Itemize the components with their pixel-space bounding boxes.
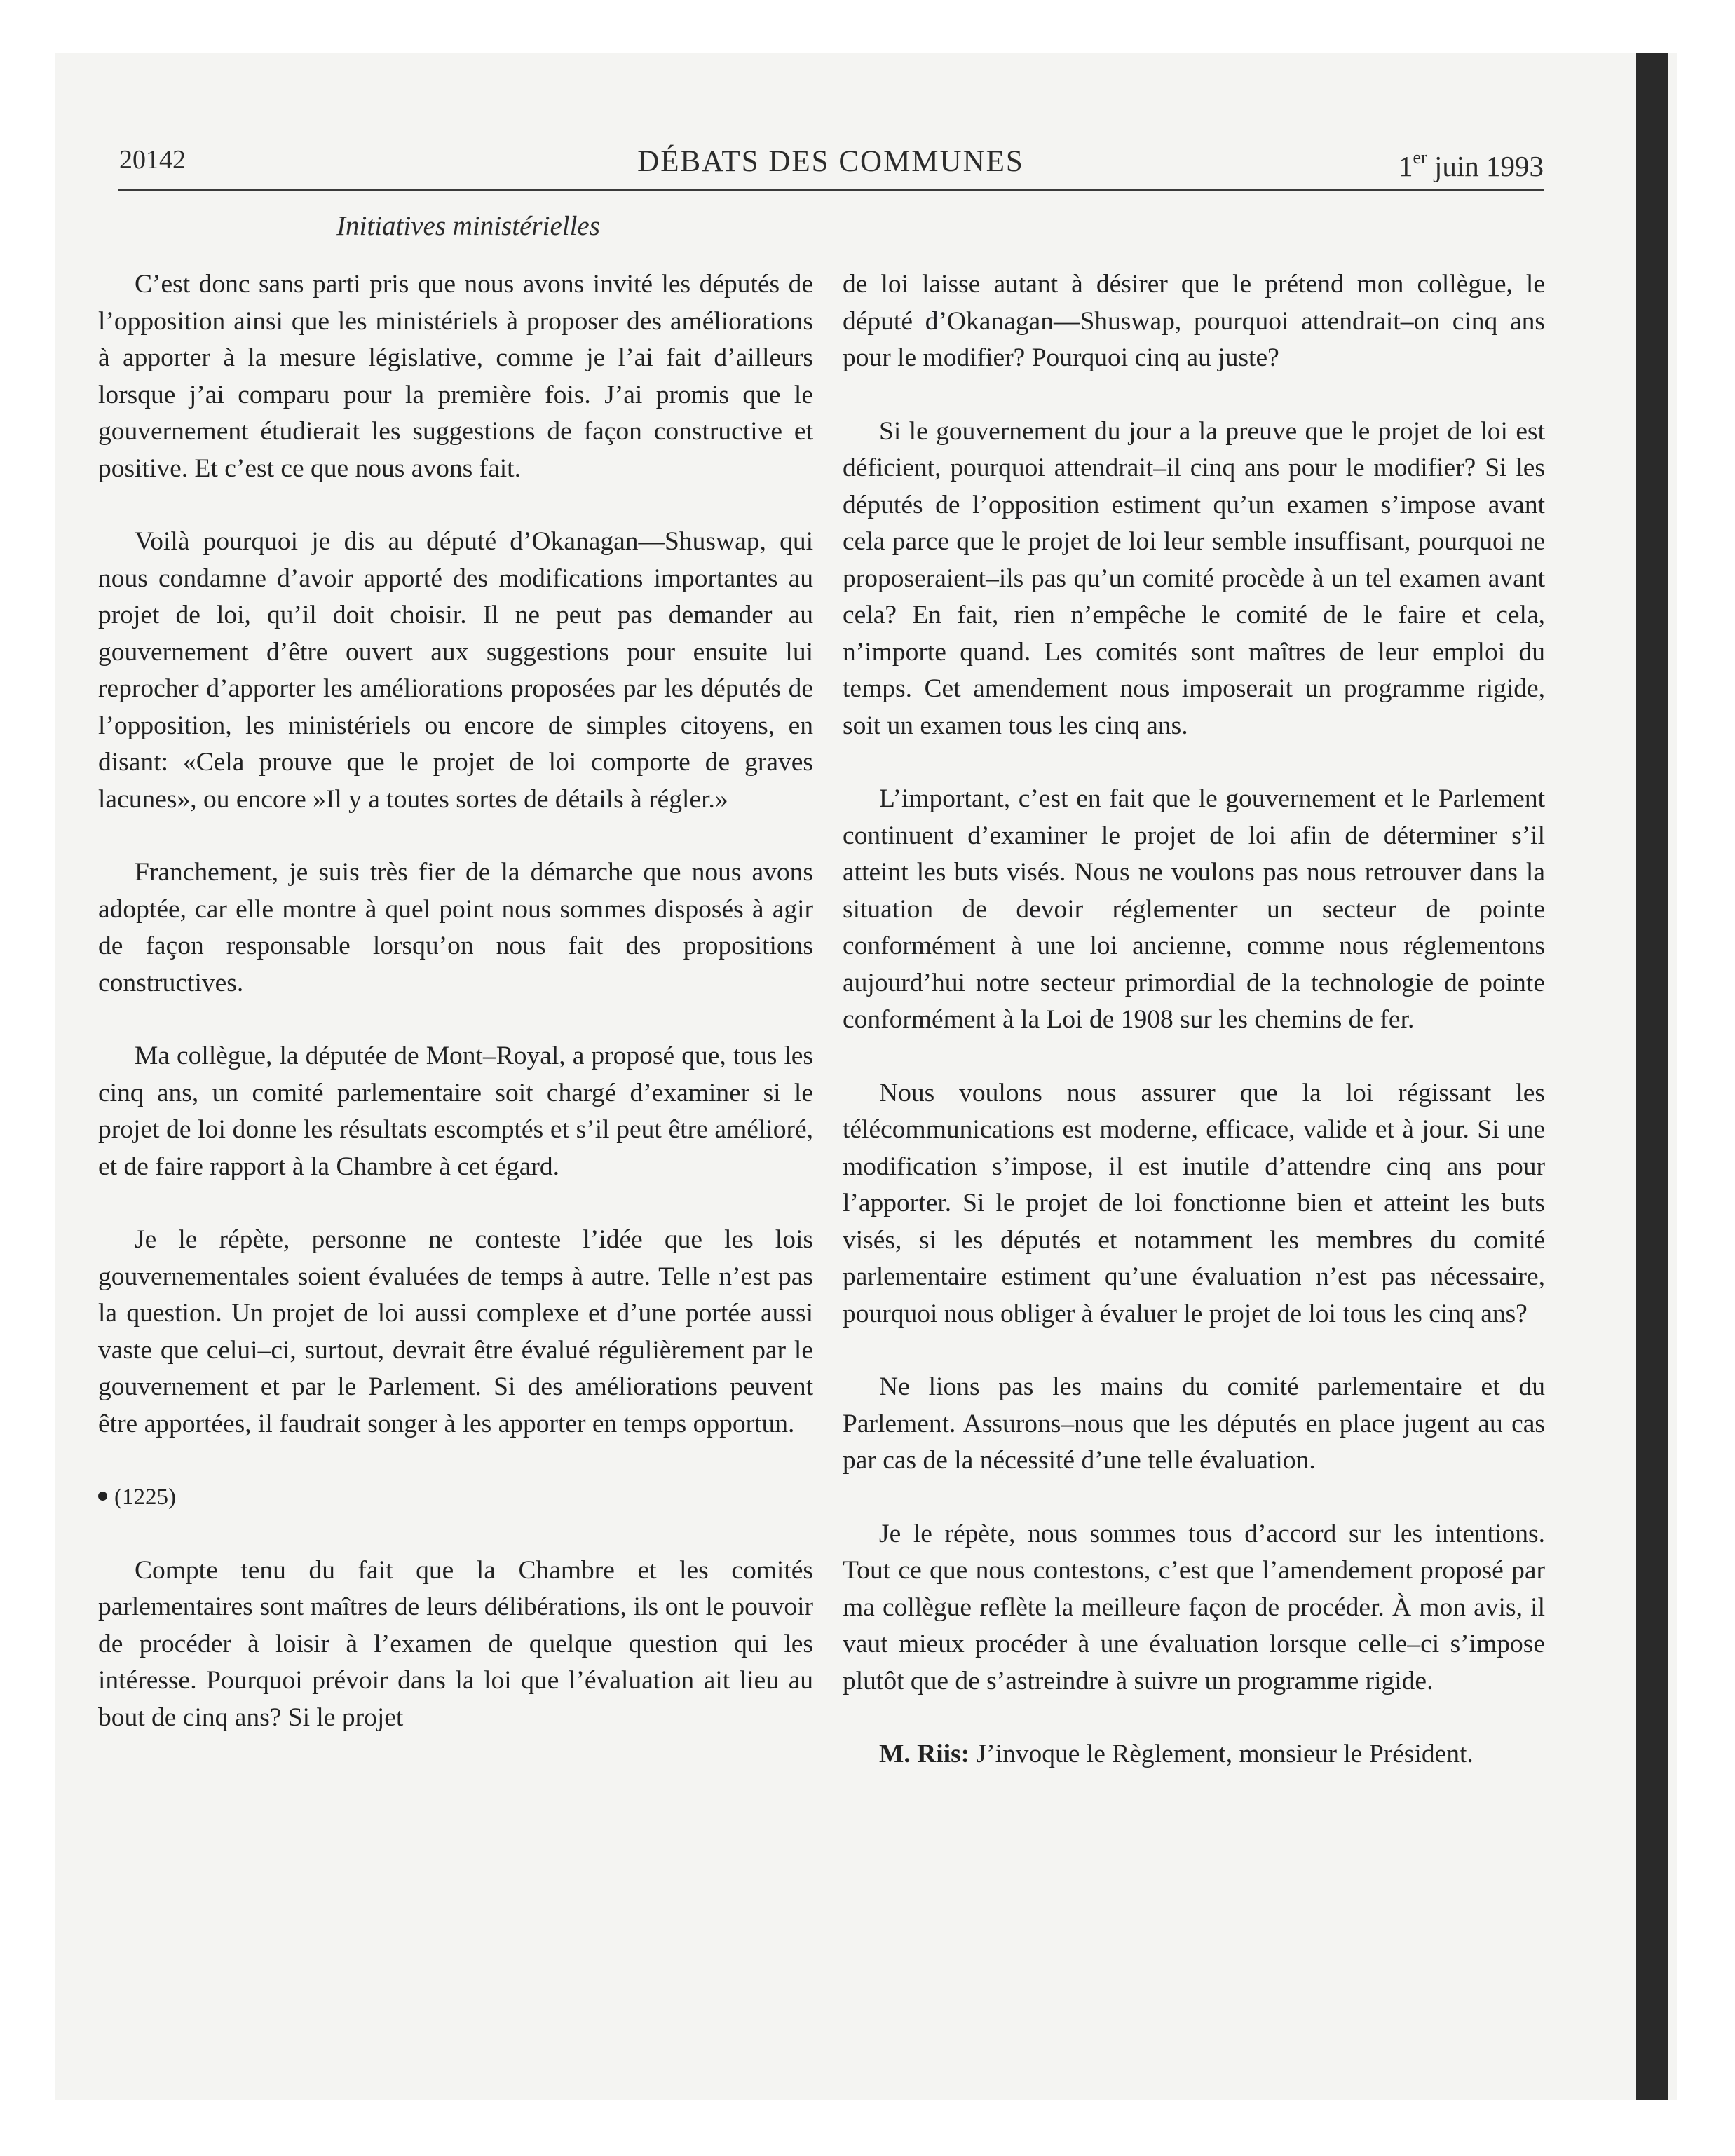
- right-paragraph-6: Je le répète, nous sommes tous d’accord sur les intentions. Tout ce que nous contestons, c’est que l’amendement proposé par ma collègue reflète la meilleure façon de procéder. À mon avis, il vaut mieux procéder à une évaluation lorsque celle–ci s’impose plutôt que de s’astreindre à suivre un programme rigide.: [843, 1519, 1545, 1696]
- right-paragraph-4: Nous voulons nous assurer que la loi régissant les télécommunications est moderne, efficace, valide et à jour. Si une modification s’impose, il est inutile d’attendre cinq ans pour l’apporter. Si le projet de loi fonctionne bien et atteint les buts visés, si les députés et notamment les membres du comité parlementaire estiment qu’une évaluation n’est pas nécessaire, pourquoi nous obliger à évaluer le projet de loi tous les cinq ans?: [843, 1078, 1545, 1328]
- issue-date-day: 1: [1399, 150, 1413, 182]
- journal-title: DÉBATS DES COMMUNES: [637, 145, 1024, 178]
- issue-date-suffix: er: [1413, 147, 1427, 168]
- left-paragraph-4: Ma collègue, la députée de Mont–Royal, a proposé que, tous les cinq ans, un comité parlementaire soit chargé d’examiner si le projet de loi donne les résultats escomptés et s’il peut être amélioré, et de faire rapport à la Chambre à cet égard.: [98, 1042, 813, 1181]
- speaker-name: M. Riis:: [879, 1740, 970, 1768]
- section-heading: Initiatives ministérielles: [336, 211, 600, 241]
- right-paragraph-1: de loi laisse autant à désirer que le prétend mon collègue, le député d’Okanagan—Shuswap, pourquoi attendrait–on cinq ans pour le modifier? Pourquoi cinq au juste?: [843, 270, 1545, 372]
- page-header: [118, 137, 1544, 191]
- scan-edge-shadow: [1636, 53, 1668, 2100]
- right-paragraph-5: Ne lions pas les mains du comité parlementaire et du Parlement. Assurons–nous que les députés en place jugent au cas par cas de la nécessité d’une telle évaluation.: [843, 1372, 1545, 1475]
- left-paragraph-2: Voilà pourquoi je dis au député d’Okanagan—Shuswap, qui nous condamne d’avoir apporté des modifications importantes au projet de loi, qu’il doit choisir. Il ne peut pas demander au gouvernement d’être ouvert aux suggestions pour ensuite lui reprocher d’apporter les améliorations proposées par les députés de l’opposition, les ministériels ou encore de simples citoyens, en disant: «Cela prouve que le projet de loi comporte de graves lacunes», ou encore »Il y a toutes sortes de détails à régler.»: [98, 527, 813, 814]
- issue-date-rest: juin 1993: [1427, 150, 1544, 182]
- right-paragraph-2: Si le gouvernement du jour a la preuve que le projet de loi est déficient, pourquoi attendrait–il cinq ans pour le modifier? Si les députés de l’opposition estiment qu’un examen s’impose avant cela parce que le projet de loi leur semble insuffisant, pourquoi ne proposeraient–ils pas qu’un comité procède à un tel examen avant cela? En fait, rien n’empêche le comité de le faire et cela, n’importe quand. Les comités sont maîtres de leur emploi du temps. Cet amendement nous imposerait un programme rigide, soit un examen tous les cinq ans.: [843, 416, 1545, 740]
- speaker-remark: J’invoque le Règlement, monsieur le Président.: [969, 1740, 1474, 1768]
- time-marker: [98, 1479, 813, 1516]
- left-paragraph-6: Compte tenu du fait que la Chambre et les comités parlementaires sont maîtres de leurs délibérations, ils ont le pouvoir de procéder à loisir à l’examen de quelque question qui les intéresse. Pourquoi prévoir dans la loi que l’évaluation ait lieu au bout de cinq ans? Si le projet: [98, 1555, 813, 1732]
- left-paragraph-1: C’est donc sans parti pris que nous avons invité les députés de l’opposition ainsi que les ministériels à proposer des améliorations à apporter à la mesure législative, comme je l’ai fait d’ailleurs lorsque j’ai comparu pour la première fois. J’ai promis que le gouvernement étudierait les suggestions de façon constructive et positive. Et c’est ce que nous avons fait.: [98, 270, 813, 483]
- bullet-icon: [98, 1492, 107, 1501]
- right-paragraph-7: [843, 1736, 1545, 1773]
- right-column: [843, 266, 1545, 1810]
- left-paragraph-5: Je le répète, personne ne conteste l’idée que les lois gouvernementales soient évaluées de temps à autre. Telle n’est pas la question. Un projet de loi aussi complexe et d’une portée aussi vaste que celui–ci, surtout, devrait être évalué régulièrement par le gouvernement et par le Parlement. Si des améliorations peuvent être apportées, il faudrait songer à les apporter en temps opportun.: [98, 1225, 813, 1438]
- left-column: [98, 266, 813, 1773]
- time-marker-text: (1225): [114, 1485, 176, 1510]
- page-number: 20142: [119, 145, 186, 175]
- right-paragraph-3: L’important, c’est en fait que le gouvernement et le Parlement continuent d’examiner le projet de loi afin de déterminer s’il atteint les buts visés. Nous ne voulons pas nous retrouver dans la situation de devoir réglementer un secteur de pointe conformément à une loi ancienne, comme nous réglementons aujourd’hui notre secteur primordial de la technologie de pointe conformément à la Loi de 1908 sur les chemins de fer.: [843, 784, 1545, 1034]
- left-paragraph-3: Franchement, je suis très fier de la démarche que nous avons adoptée, car elle montre à quel point nous sommes disposés à agir de façon responsable lorsqu’on nous fait des propositions constructives.: [98, 858, 813, 997]
- issue-date: [1399, 147, 1544, 183]
